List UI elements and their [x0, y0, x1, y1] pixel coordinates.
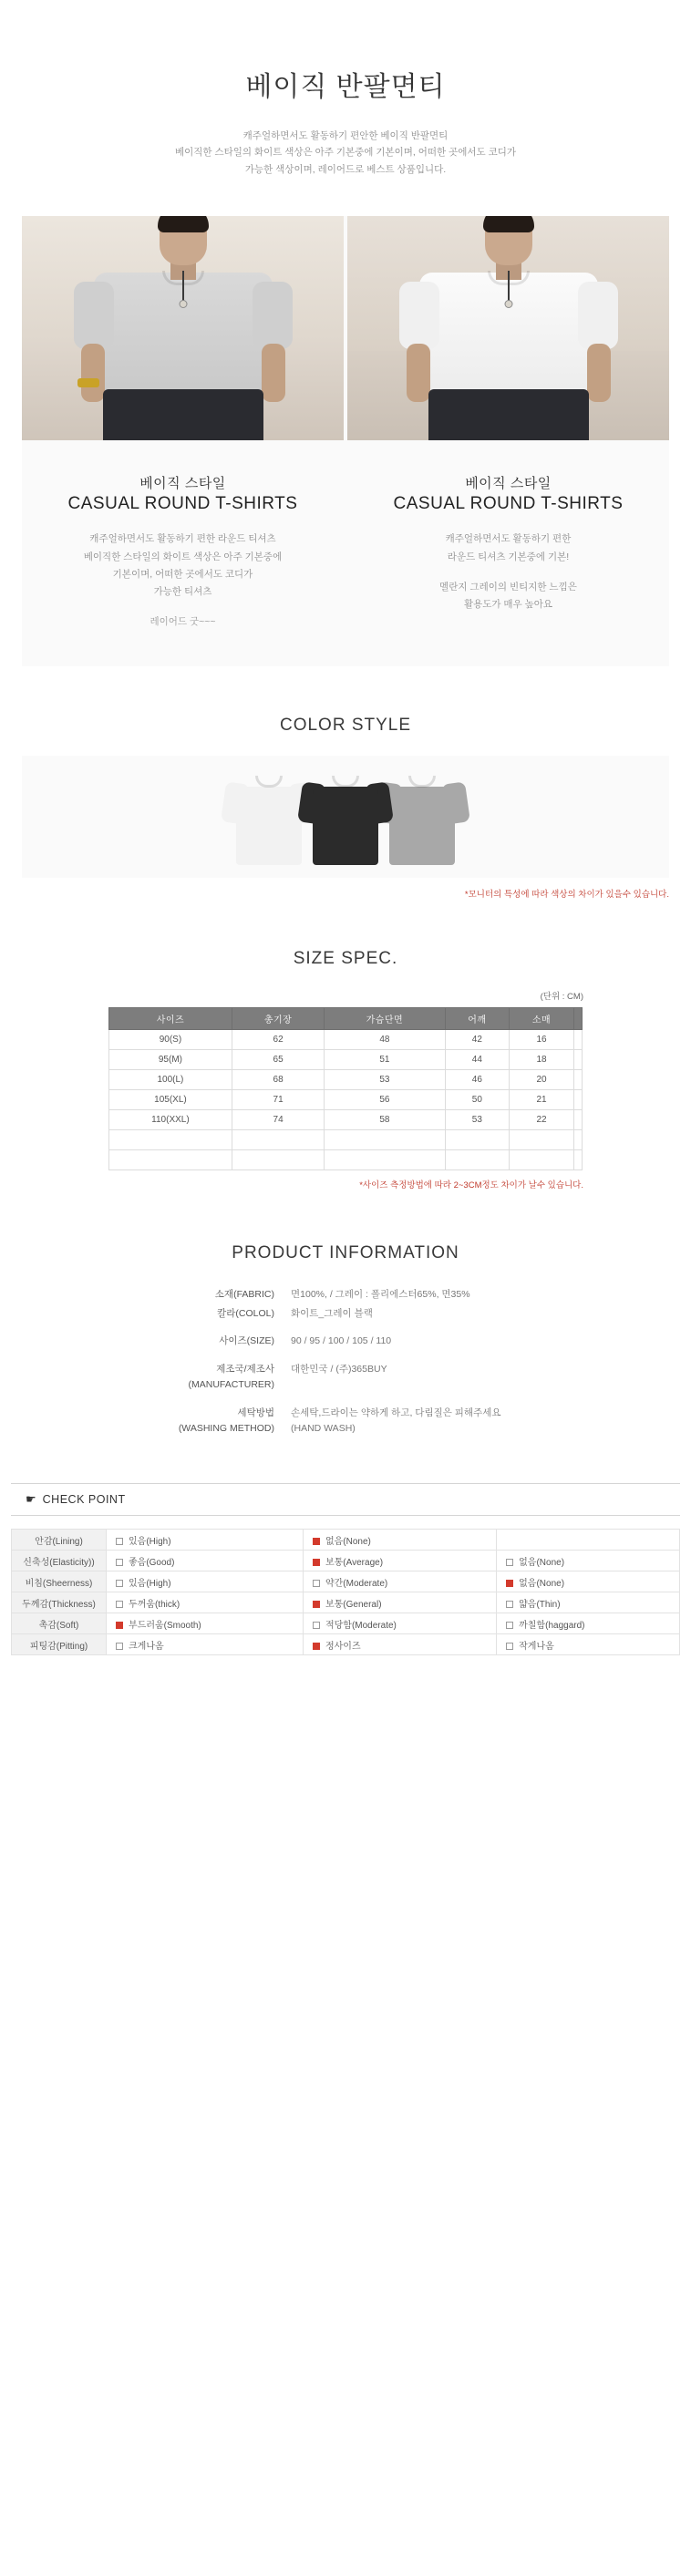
checkbox[interactable]: [506, 1643, 513, 1650]
copy-body-line: 캐주얼하면서도 활동하기 편한: [445, 533, 572, 545]
table-row: [12, 1571, 680, 1592]
cell-size: 110(XXL): [109, 1109, 232, 1129]
cell-blank: [573, 1049, 582, 1069]
size-spec-title: SIZE SPEC.: [293, 948, 398, 968]
col-header-blank: [573, 1007, 582, 1029]
cp-option[interactable]: [107, 1530, 304, 1551]
product-information-section: [0, 1243, 691, 1437]
cell-chest: 48: [325, 1029, 445, 1049]
cp-option-label: 없음(None): [519, 1578, 565, 1589]
cp-option-label: 두꺼움(thick): [129, 1599, 180, 1610]
info-value: 90 / 95 / 100 / 105 / 110: [291, 1335, 392, 1347]
cell-length: 62: [232, 1029, 324, 1049]
check-point-title: CHECK POINT: [42, 1493, 126, 1507]
check-point-header: [11, 1483, 680, 1516]
cp-option[interactable]: [303, 1551, 496, 1571]
cp-row-label: 안감(Lining): [12, 1530, 107, 1551]
cp-row-label: 피팅감(Pitting): [12, 1634, 107, 1655]
cp-option[interactable]: [303, 1634, 496, 1655]
table-row: [109, 1029, 583, 1049]
table-row: [109, 1089, 583, 1109]
checkbox[interactable]: [116, 1601, 123, 1608]
cell-chest: [325, 1149, 445, 1170]
checkbox-checked[interactable]: [313, 1559, 320, 1566]
copy-block-left: [22, 473, 344, 628]
cp-option-label: 없음(None): [325, 1536, 371, 1547]
info-label: 칼라(COLOL): [217, 1307, 274, 1319]
checkbox[interactable]: [506, 1601, 513, 1608]
cell-sleeve: 18: [510, 1049, 574, 1069]
cp-option-label: 좋음(Good): [129, 1557, 175, 1568]
checkbox-checked[interactable]: [313, 1601, 320, 1608]
checkbox[interactable]: [506, 1622, 513, 1629]
cp-row-label: 촉감(Soft): [12, 1613, 107, 1634]
cell-chest: 51: [325, 1049, 445, 1069]
col-header-sleeve: 소매: [510, 1007, 574, 1029]
col-header-chest: 가슴단면: [325, 1007, 445, 1029]
cell-shoulder: [445, 1129, 510, 1149]
color-note: *모니터의 특성에 따라 색상의 차이가 있을수 있습니다.: [464, 889, 669, 900]
model-photo-section: [22, 216, 669, 666]
hero-desc-line: 캐주얼하면서도 활동하기 편안한 베이직 반팔면티: [242, 130, 449, 141]
size-note: *사이즈 측정방법에 따라 2~3CM정도 차이가 날수 있습니다.: [359, 1180, 583, 1190]
copy-row: [22, 473, 669, 628]
checkbox-checked[interactable]: [506, 1580, 513, 1587]
cell-sleeve: 21: [510, 1089, 574, 1109]
copy-block-right: [347, 473, 669, 628]
cp-option-label: 있음(High): [129, 1536, 171, 1547]
info-label-line1: 세탁방법: [237, 1406, 274, 1418]
copy-body: [362, 531, 655, 614]
info-row-washing: [131, 1406, 560, 1437]
cp-option[interactable]: [497, 1613, 680, 1634]
info-value: 화이트_그레이 블랙: [291, 1307, 373, 1319]
table-row: [12, 1613, 680, 1634]
cell-shoulder: [445, 1149, 510, 1170]
copy-body-line: 캐주얼하면서도 활동하기 편한 라운드 티셔츠: [89, 533, 276, 545]
color-style-title: COLOR STYLE: [279, 715, 412, 735]
checkbox[interactable]: [116, 1538, 123, 1545]
cp-option-label: 보통(General): [325, 1599, 382, 1610]
cp-option[interactable]: [497, 1634, 680, 1655]
table-row: [109, 1149, 583, 1170]
cp-option-label: 얇음(Thin): [519, 1599, 561, 1610]
info-value-line2: (HAND WASH): [291, 1422, 356, 1434]
cell-chest: [325, 1129, 445, 1149]
cp-option[interactable]: [107, 1571, 304, 1592]
cp-option[interactable]: [303, 1613, 496, 1634]
checkbox[interactable]: [313, 1622, 320, 1629]
copy-heading-en: CASUAL ROUND T-SHIRTS: [67, 494, 298, 514]
info-value-line1: 손세탁,드라이는 약하게 하고, 다림질은 피해주세요: [291, 1406, 501, 1418]
info-row-manufacturer: [131, 1362, 560, 1393]
table-header-row: [109, 1007, 583, 1029]
cell-shoulder: 53: [445, 1109, 510, 1129]
cp-option-label: 있음(High): [129, 1578, 171, 1589]
check-point-table: [11, 1529, 680, 1655]
cell-chest: 56: [325, 1089, 445, 1109]
cp-option[interactable]: [107, 1551, 304, 1571]
size-unit-note: (단위 : CM): [540, 991, 583, 1002]
cell-blank: [573, 1109, 582, 1129]
info-value: 면100%, / 그레이 : 폴리에스터65%, 면35%: [291, 1288, 470, 1300]
copy-heading-kr: 베이직 스타일: [139, 476, 226, 492]
cp-option-empty: [497, 1530, 680, 1551]
col-header-shoulder: 어깨: [445, 1007, 510, 1029]
cell-blank: [573, 1129, 582, 1149]
table-row: [12, 1530, 680, 1551]
cell-length: 65: [232, 1049, 324, 1069]
copy-body-line: 라운드 티셔츠 기본중에 기본!: [447, 551, 570, 562]
cell-shoulder: 42: [445, 1029, 510, 1049]
cp-option[interactable]: [303, 1592, 496, 1613]
cp-option-label: 부드러움(Smooth): [129, 1620, 201, 1631]
info-label-line2: (WASHING METHOD): [178, 1422, 274, 1434]
cp-option-label: 약간(Moderate): [325, 1578, 388, 1589]
cell-shoulder: 46: [445, 1069, 510, 1089]
model-photo-row: [22, 216, 669, 440]
check-point-section: [0, 1483, 691, 1655]
checkbox[interactable]: [116, 1580, 123, 1587]
cell-blank: [573, 1029, 582, 1049]
size-spec-section: [0, 949, 691, 1190]
checkbox-checked[interactable]: [116, 1622, 123, 1629]
cp-option[interactable]: [303, 1530, 496, 1551]
table-row: [12, 1551, 680, 1571]
info-label: [131, 1406, 291, 1437]
info-label: 소재(FABRIC): [214, 1288, 274, 1300]
cell-shoulder: 44: [445, 1049, 510, 1069]
cp-option-label: 보통(Average): [325, 1557, 384, 1568]
cell-length: 74: [232, 1109, 324, 1129]
hand-pointer-icon: ☛: [26, 1492, 36, 1507]
cell-blank: [573, 1069, 582, 1089]
cp-option[interactable]: [303, 1571, 496, 1592]
hero-desc-line: 가능한 색상이며, 레이어드로 베스트 상품입니다.: [244, 163, 447, 175]
table-row: [12, 1634, 680, 1655]
cell-blank: [573, 1089, 582, 1109]
info-value: [291, 1406, 560, 1437]
cp-option-label: 까칠함(haggard): [519, 1620, 585, 1631]
cp-option-label: 작게나옴: [519, 1641, 554, 1652]
color-style-section: [0, 716, 691, 900]
info-label: [131, 1362, 291, 1393]
cp-option[interactable]: [497, 1551, 680, 1571]
checkbox[interactable]: [313, 1580, 320, 1587]
cell-length: 68: [232, 1069, 324, 1089]
info-label-line1: 제조국/제조사: [216, 1364, 274, 1376]
color-swatch-group: [22, 756, 669, 878]
cp-option[interactable]: [497, 1592, 680, 1613]
copy-body-line: 기본이며, 어떠한 곳에서도 코디가: [112, 568, 253, 580]
table-row: [109, 1049, 583, 1069]
copy-tail: 레이어드 굿~~~: [150, 615, 216, 627]
cell-sleeve: 20: [510, 1069, 574, 1089]
cell-blank: [573, 1149, 582, 1170]
checkbox[interactable]: [116, 1643, 123, 1650]
info-value: 대한민국 / (주)365BUY: [291, 1364, 387, 1376]
cell-size: [109, 1149, 232, 1170]
copy-body-line: 멜란지 그레이의 빈티지한 느낌은: [439, 581, 577, 592]
cp-option[interactable]: [107, 1634, 304, 1655]
copy-body: [36, 531, 329, 602]
table-row: [109, 1109, 583, 1129]
model-photo-white: [347, 216, 669, 440]
cp-option-label: 적당함(Moderate): [325, 1620, 397, 1631]
product-information-title: PRODUCT INFORMATION: [232, 1242, 459, 1262]
cell-sleeve: [510, 1129, 574, 1149]
cell-length: [232, 1149, 324, 1170]
page-title: 베이직 반팔면티: [245, 72, 446, 102]
cell-chest: 58: [325, 1109, 445, 1129]
cell-sleeve: 22: [510, 1109, 574, 1129]
info-row-color: [131, 1306, 560, 1322]
cell-chest: 53: [325, 1069, 445, 1089]
table-row: [109, 1069, 583, 1089]
checkbox-checked[interactable]: [313, 1538, 320, 1545]
checkbox-checked[interactable]: [313, 1643, 320, 1650]
copy-body-line: 활용도가 매우 높아요: [463, 599, 553, 611]
table-row: [12, 1592, 680, 1613]
col-header-size: 사이즈: [109, 1007, 232, 1029]
cell-sleeve: 16: [510, 1029, 574, 1049]
cell-shoulder: 50: [445, 1089, 510, 1109]
cell-size: 90(S): [109, 1029, 232, 1049]
hero-description: [0, 128, 691, 178]
cp-option-label: 정사이즈: [325, 1641, 361, 1652]
hero-section: [0, 0, 691, 178]
info-label: 사이즈(SIZE): [219, 1335, 274, 1347]
cp-option-label: 없음(None): [519, 1557, 565, 1568]
model-photo-gray: [22, 216, 344, 440]
copy-body-line: 가능한 티셔츠: [153, 586, 212, 598]
info-label-line2: (MANUFACTURER): [188, 1379, 274, 1390]
cell-size: 95(M): [109, 1049, 232, 1069]
col-header-length: 총기장: [232, 1007, 324, 1029]
copy-body-line: 베이직한 스타일의 화이트 색상은 아주 기본중에: [83, 551, 283, 562]
copy-heading-en: CASUAL ROUND T-SHIRTS: [393, 494, 624, 514]
cell-size: 105(XL): [109, 1089, 232, 1109]
info-row-fabric: [131, 1287, 560, 1303]
cp-option[interactable]: [107, 1613, 304, 1634]
cp-row-label: 두께감(Thickness): [12, 1592, 107, 1613]
hero-desc-line: 베이직한 스타일의 화이트 색상은 아주 기본중에 기본이며, 어떠한 곳에서도 코디가: [174, 147, 517, 159]
cell-size: [109, 1129, 232, 1149]
cp-row-label: 비침(Sheerness): [12, 1571, 107, 1592]
copy-heading-kr: 베이직 스타일: [465, 476, 552, 492]
cell-sleeve: [510, 1149, 574, 1170]
cell-size: 100(L): [109, 1069, 232, 1089]
cp-option[interactable]: [497, 1571, 680, 1592]
cell-length: [232, 1129, 324, 1149]
tshirt-swatch-black: [302, 770, 389, 865]
cp-row-label: 신축성(Elasticity)): [12, 1551, 107, 1571]
cp-option-label: 크게나옴: [129, 1641, 164, 1652]
checkbox[interactable]: [116, 1559, 123, 1566]
cp-option[interactable]: [107, 1592, 304, 1613]
table-row: [109, 1129, 583, 1149]
checkbox[interactable]: [506, 1559, 513, 1566]
size-spec-table: [108, 1007, 583, 1170]
info-row-size: [131, 1334, 560, 1349]
cell-length: 71: [232, 1089, 324, 1109]
